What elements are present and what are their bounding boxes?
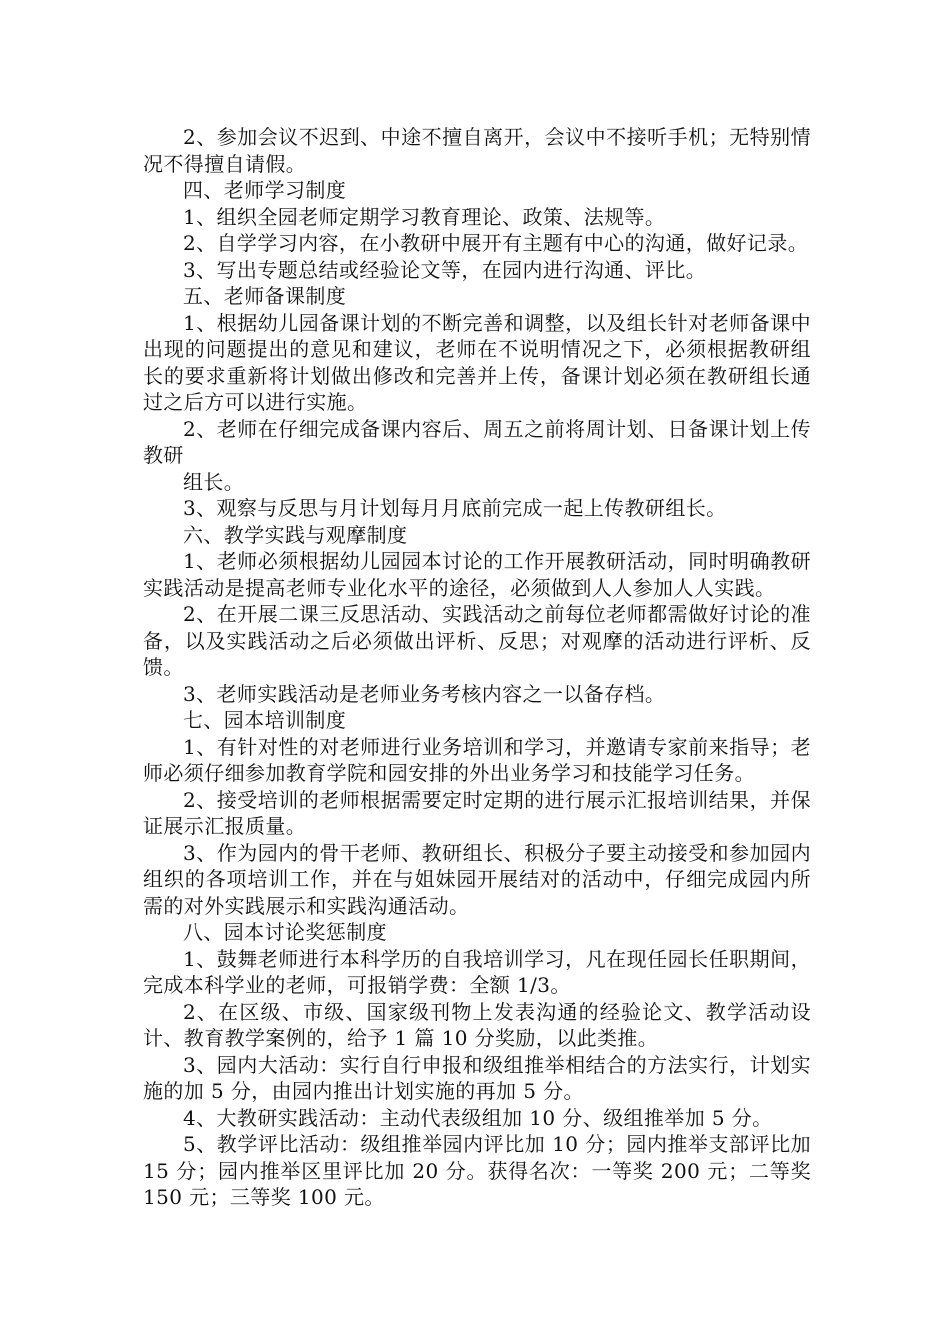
- paragraph: 2、在开展二课三反思活动、实践活动之前每位老师都需做好讨论的准备，以及实践活动之后必须做出评析、反思；对观摩的活动进行评析、反馈。: [143, 602, 811, 679]
- paragraph: 3、观察与反思与月计划每月月底前完成一起上传教研组长。: [183, 496, 727, 520]
- paragraph: 1、老师必须根据幼儿园园本讨论的工作开展教研活动，同时明确教研实践活动是提高老师专业化水平的途径，必须做到人人参加人人实践。: [143, 549, 811, 600]
- paragraph: 2、接受培训的老师根据需要定时定期的进行展示汇报培训结果，并保证展示汇报质量。: [143, 787, 811, 838]
- paragraph: 5、教学评比活动：级组推举园内评比加 10 分；园内推举支部评比加 15 分；园内推举区里评比加 20 分。获得名次：一等奖 200 元；二等奖 150 元；三等奖 100 元。: [143, 1132, 811, 1209]
- paragraph: 3、老师实践活动是老师业务考核内容之一以备存档。: [183, 681, 666, 706]
- paragraph: 1、鼓舞老师进行本科学历的自我培训学习，凡在现任园长任职期间，完成本科学业的老师，可报销学费：全额 1/3。: [143, 946, 811, 997]
- section-heading: 六、教学实践与观摩制度: [183, 522, 408, 547]
- section-heading: 四、老师学习制度: [183, 178, 347, 202]
- paragraph: 3、园内大活动：实行自行申报和级组推举相结合的方法实行，计划实施的加 5 分，由园内推出计划实施的再加 5 分。: [143, 1052, 811, 1103]
- paragraph: 3、作为园内的骨干老师、教研组长、积极分子要主动接受和参加园内组织的各项培训工作，并在与姐妹园开展结对的活动中，仔细完成园内所需的对外实践展示和实践沟通活动。: [143, 840, 811, 918]
- paragraph: 1、有针对性的对老师进行业务培训和学习，并邀请专家前来指导；老师必须仔细参加教育学院和园安排的外出业务学习和技能学习任务。: [143, 734, 811, 785]
- paragraph: 4、大教研实践活动：主动代表级组加 10 分、级组推举加 5 分。: [183, 1105, 773, 1130]
- document-body: [143, 124, 811, 1211]
- section-heading: 八、园本讨论奖惩制度: [183, 920, 387, 944]
- paragraph: 2、在区级、市级、国家级刊物上发表沟通的经验论文、教学活动设计、教育教学案例的，给予 1 篇 10 分奖励，以此类推。: [143, 999, 811, 1050]
- paragraph: 3、写出专题总结或经验论文等，在园内进行沟通、评比。: [183, 257, 707, 282]
- section-heading: 七、园本培训制度: [183, 708, 347, 732]
- paragraph-continuation: 组长。: [183, 469, 245, 494]
- paragraph: 2、参加会议不迟到、中途不擅自离开，会议中不接听手机；无特别情况不得擅自请假。: [143, 125, 811, 176]
- section-heading: 五、老师备课制度: [183, 284, 347, 308]
- paragraph: 1、根据幼儿园备课计划的不断完善和调整，以及组长针对老师备课中出现的问题提出的意见和建议，老师在不说明情况之下，必须根据教研组长的要求重新将计划做出修改和完善并上传，备课计划必须在教研组长通过之后方可以进行实施。: [143, 310, 811, 414]
- paragraph: 2、老师在仔细完成备课内容后、周五之前将周计划、日备课计划上传教研: [143, 416, 811, 467]
- paragraph: 2、自学学习内容，在小教研中展开有主题有中心的沟通，做好记录。: [183, 231, 809, 255]
- paragraph: 1、组织全园老师定期学习教育理论、政策、法规等。: [183, 204, 666, 229]
